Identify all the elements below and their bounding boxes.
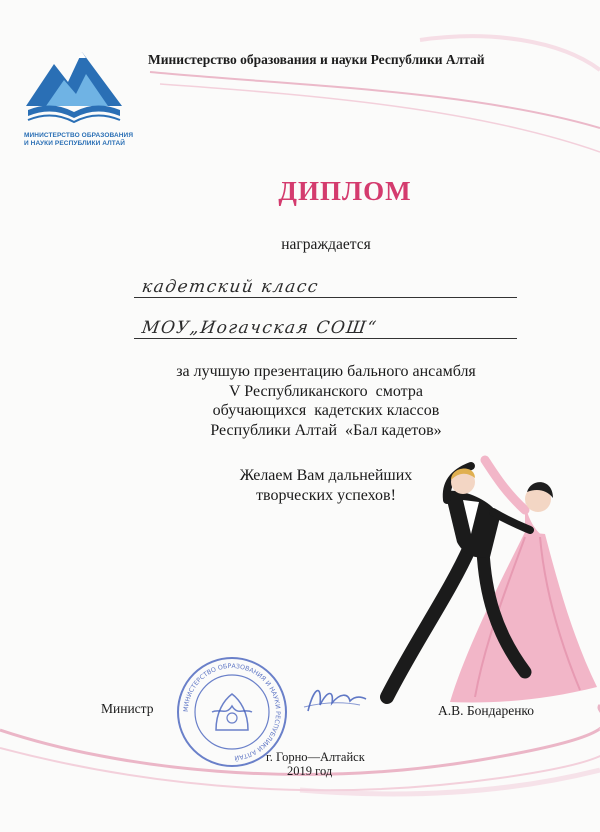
place-label: г. Горно—Алтайск [266,750,365,764]
diploma-title: ДИПЛОМ [278,176,412,206]
recipient-name-line-1: кадетский класс [140,277,321,297]
logo-caption: МИНИСТЕРСТВО ОБРАЗОВАНИЯ И НАУКИ РЕСПУБЛИКИ АЛТАЙ [24,132,134,147]
award-reason-line: обучающихся кадетских классов [212,402,440,419]
seal-text: МИНИСТЕРСТВО ОБРАЗОВАНИЯ И НАУКИ РЕСПУБЛИКИ АЛТАЙ [182,662,282,761]
award-reason-line: V Республиканского смотра [229,382,423,400]
ballroom-dancers-icon [375,442,600,712]
signature-icon [300,677,370,717]
ministry-header: Министерство образования и науки Республики Алтай [148,52,485,67]
signer-name: А.В. Бондаренко [438,703,535,718]
award-reason-line: Республики Алтай «Бал кадетов» [210,421,442,439]
award-reason [0,362,600,440]
recipient-line-1 [134,273,517,298]
wish-line: творческих успехов! [256,487,396,504]
awarded-label: награждается [281,236,371,253]
year-label: 2019 год [287,764,333,778]
minister-label: Министр [101,701,154,716]
recipient-line-2 [134,314,517,339]
wish-line: Желаем Вам дальнейших [239,467,413,484]
recipient-name-line-2: МОУ„Иогачская СОШ“ [140,318,379,338]
award-reason-line: за лучшую презентацию бального ансамбля [176,363,476,380]
